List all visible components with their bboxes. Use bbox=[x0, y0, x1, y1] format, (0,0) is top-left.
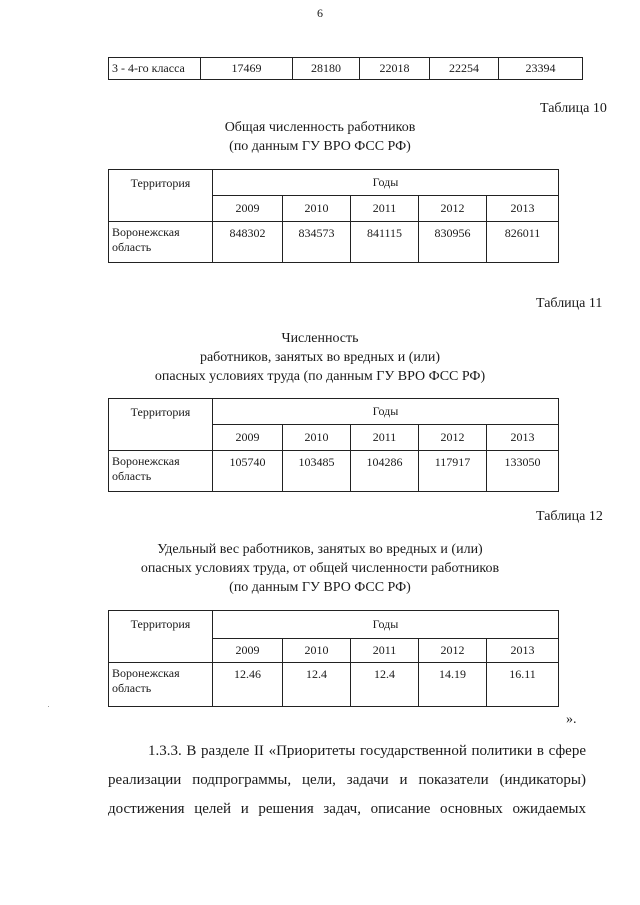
value-cell: 12.4 bbox=[283, 663, 351, 707]
value-cell: 117917 bbox=[419, 451, 487, 492]
table-cell: 28180 bbox=[293, 58, 360, 80]
table-row bbox=[109, 663, 559, 707]
table-title bbox=[0, 329, 640, 386]
table-cell: 22254 bbox=[430, 58, 499, 80]
territory-header: Территория bbox=[109, 399, 213, 451]
title-line: опасных условиях труда, от общей численности работников bbox=[140, 561, 500, 576]
closing-quote: ». bbox=[566, 712, 577, 727]
row-label: 3 - 4-го класса bbox=[109, 58, 201, 80]
data-table bbox=[108, 610, 559, 707]
territory-header: Территория bbox=[109, 170, 213, 222]
table-row bbox=[109, 451, 559, 492]
year-cell: 2009 bbox=[213, 196, 283, 222]
paragraph-line: достижения целей и решения задач, описание основных ожидаемых bbox=[108, 801, 586, 817]
year-cell: 2010 bbox=[283, 639, 351, 663]
year-cell: 2011 bbox=[351, 196, 419, 222]
territory-line: область bbox=[112, 681, 152, 695]
table-header-row bbox=[109, 399, 559, 425]
table-row bbox=[109, 222, 559, 263]
value-cell: 848302 bbox=[213, 222, 283, 263]
table-row bbox=[109, 58, 583, 80]
page-number: 6 bbox=[317, 6, 323, 20]
data-table bbox=[108, 398, 559, 492]
year-cell: 2010 bbox=[283, 425, 351, 451]
year-cell: 2011 bbox=[351, 639, 419, 663]
year-cell: 2012 bbox=[419, 639, 487, 663]
table-cell: 17469 bbox=[201, 58, 293, 80]
year-cell: 2013 bbox=[487, 196, 559, 222]
years-header: Годы bbox=[213, 611, 559, 639]
value-cell: 16.11 bbox=[487, 663, 559, 707]
value-cell: 12.4 bbox=[351, 663, 419, 707]
years-header: Годы bbox=[213, 399, 559, 425]
value-cell: 133050 bbox=[487, 451, 559, 492]
value-cell: 104286 bbox=[351, 451, 419, 492]
value-cell: 841115 bbox=[351, 222, 419, 263]
table-title bbox=[0, 540, 640, 597]
title-line: Численность bbox=[281, 331, 359, 346]
scan-speck bbox=[48, 706, 49, 707]
year-cell: 2012 bbox=[419, 196, 487, 222]
value-cell: 830956 bbox=[419, 222, 487, 263]
value-cell: 834573 bbox=[283, 222, 351, 263]
title-line: опасных условиях труда (по данным ГУ ВРО ФСС РФ) bbox=[154, 369, 486, 384]
territory-line: Воронежская bbox=[112, 454, 180, 468]
value-cell: 14.19 bbox=[419, 663, 487, 707]
territory-line: область bbox=[112, 240, 152, 254]
year-cell: 2012 bbox=[419, 425, 487, 451]
territory-line: Воронежская bbox=[112, 666, 180, 680]
year-cell: 2010 bbox=[283, 196, 351, 222]
year-cell: 2009 bbox=[213, 639, 283, 663]
value-cell: 103485 bbox=[283, 451, 351, 492]
table-header-row bbox=[109, 170, 559, 196]
years-header: Годы bbox=[213, 170, 559, 196]
data-table bbox=[108, 169, 559, 263]
title-line: (по данным ГУ ВРО ФСС РФ) bbox=[229, 139, 411, 154]
table-caption: Таблица 10 bbox=[540, 101, 607, 116]
title-line: (по данным ГУ ВРО ФСС РФ) bbox=[229, 580, 411, 595]
body-paragraph bbox=[108, 737, 586, 824]
continuation-table bbox=[108, 57, 583, 80]
year-cell: 2013 bbox=[487, 639, 559, 663]
title-line: работников, занятых во вредных и (или) bbox=[199, 350, 441, 365]
table-cell: 23394 bbox=[499, 58, 583, 80]
territory-cell bbox=[109, 222, 213, 263]
territory-line: область bbox=[112, 469, 152, 483]
table-header-row bbox=[109, 611, 559, 639]
value-cell: 105740 bbox=[213, 451, 283, 492]
table-cell: 22018 bbox=[360, 58, 430, 80]
territory-cell bbox=[109, 663, 213, 707]
title-line: Удельный вес работников, занятых во вредных и (или) bbox=[157, 542, 483, 557]
title-line: Общая численность работников bbox=[224, 120, 416, 135]
year-cell: 2013 bbox=[487, 425, 559, 451]
table-caption: Таблица 12 bbox=[536, 509, 603, 524]
value-cell: 826011 bbox=[487, 222, 559, 263]
territory-header: Территория bbox=[109, 611, 213, 663]
territory-line: Воронежская bbox=[112, 225, 180, 239]
table-title bbox=[0, 118, 640, 156]
year-cell: 2011 bbox=[351, 425, 419, 451]
value-cell: 12.46 bbox=[213, 663, 283, 707]
year-cell: 2009 bbox=[213, 425, 283, 451]
paragraph-line: 1.3.3. В разделе II «Приоритеты государственной политики в сфере bbox=[148, 743, 586, 759]
table-caption: Таблица 11 bbox=[536, 296, 603, 311]
paragraph-line: реализации подпрограммы, цели, задачи и показатели (индикаторы) bbox=[108, 772, 586, 788]
territory-cell bbox=[109, 451, 213, 492]
